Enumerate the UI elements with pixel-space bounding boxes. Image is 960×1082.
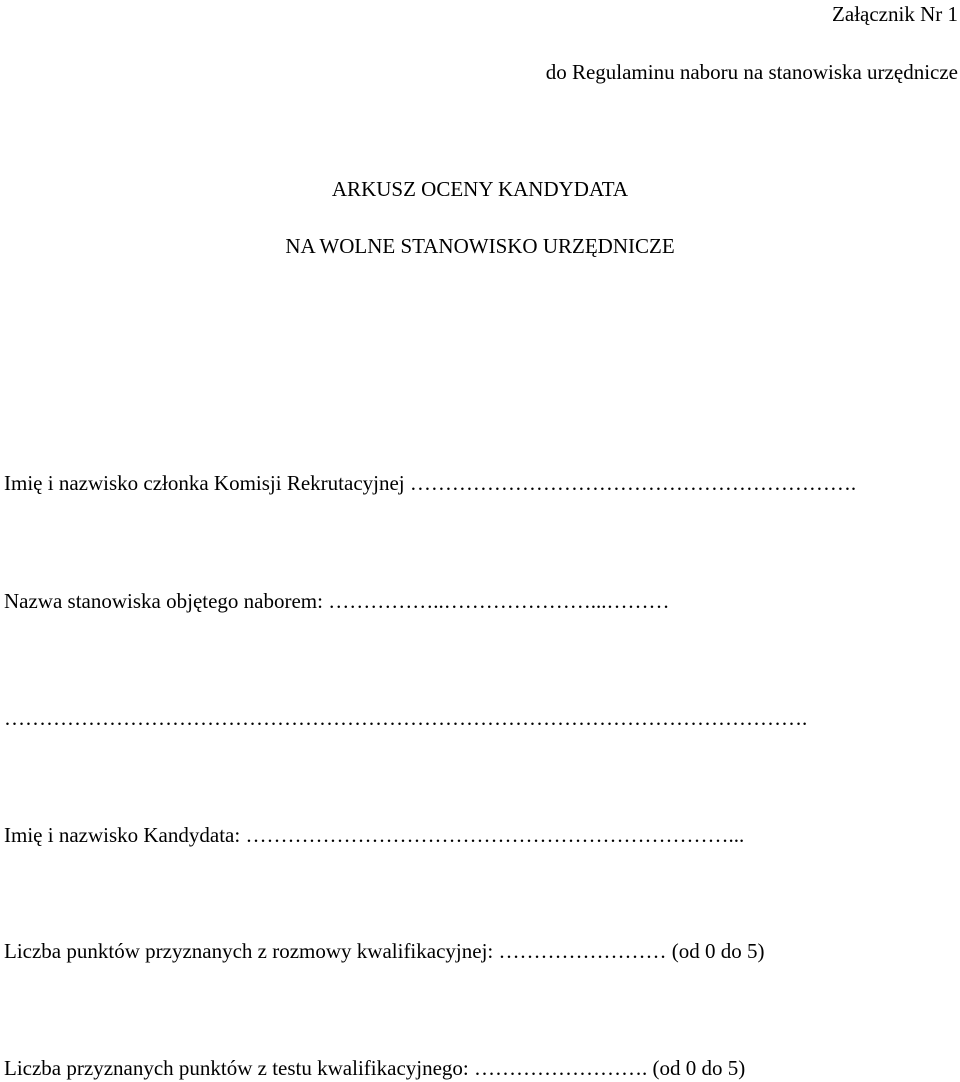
interview-points-field [4,938,764,964]
document-title: ARKUSZ OCENY KANDYDATA [331,177,629,201]
document-subtitle: NA WOLNE STANOWISKO URZĘDNICZE [285,234,675,258]
committee-member-blank[interactable]: ………………………………………………………. [404,471,857,495]
attachment-number: Załącznik Nr 1 [832,2,958,26]
position-name-continuation[interactable]: ……………………………………………………………………………………………………. [4,706,808,730]
regulation-reference: do Regulaminu naboru na stanowiska urzędnicze [545,60,958,84]
test-points-field [4,1055,745,1081]
position-name-field [4,588,669,614]
candidate-name-field [4,822,744,848]
candidate-name-blank[interactable]: ……………………………………………………………... [240,823,745,847]
interview-points-label: Liczba punktów przyznanych z rozmowy kwalifikacyjnej: [4,939,494,963]
test-points-label: Liczba przyznanych punktów z testu kwalifikacyjnego: [4,1056,469,1080]
position-name-label: Nazwa stanowiska objętego naborem: [4,589,323,613]
candidate-name-label: Imię i nazwisko Kandydata: [4,823,241,847]
interview-points-blank[interactable]: …………………… (od 0 do 5) [493,939,765,963]
position-name-blank[interactable]: ……………..…………………...……… [322,589,670,613]
committee-member-field [4,470,856,496]
committee-member-label: Imię i nazwisko członka Komisji Rekrutacyjnej [4,471,405,495]
test-points-blank[interactable]: ……………………. (od 0 do 5) [468,1056,746,1080]
